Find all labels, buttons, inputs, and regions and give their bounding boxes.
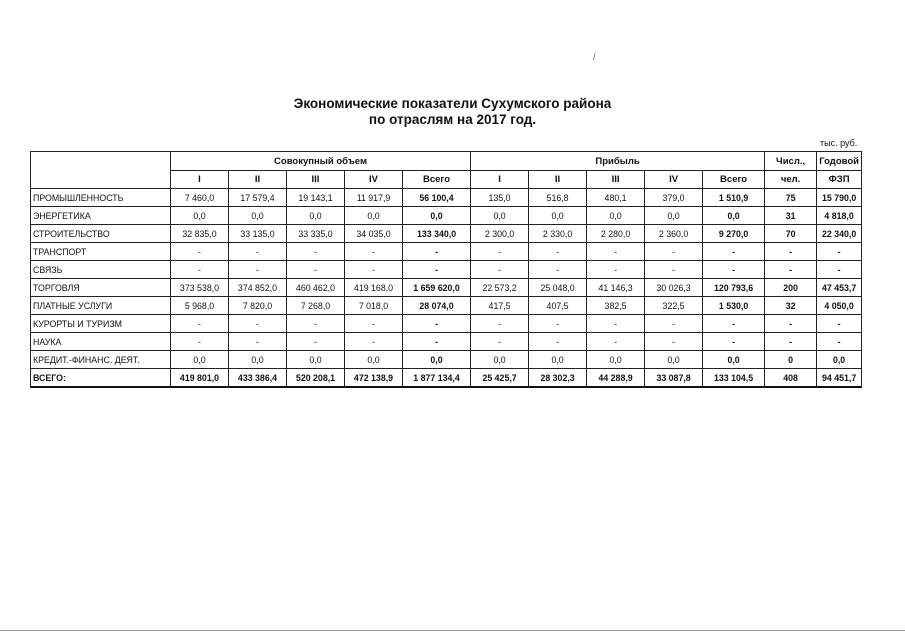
subheader-cell: Всего	[703, 171, 765, 189]
table-cell: 56 100,4	[403, 189, 471, 207]
table-cell: -	[345, 261, 403, 279]
table-cell: 0,0	[287, 351, 345, 369]
subheader-cell: III	[587, 171, 645, 189]
table-cell: -	[471, 243, 529, 261]
table-cell: 25 425,7	[471, 369, 529, 388]
table-cell: 7 460,0	[171, 189, 229, 207]
table-cell: 0,0	[817, 351, 862, 369]
table-cell: 0,0	[345, 207, 403, 225]
header-group-profit: Прибыль	[471, 152, 765, 171]
table-cell: 0,0	[403, 207, 471, 225]
table-cell: -	[529, 315, 587, 333]
table-cell: -	[529, 261, 587, 279]
table-cell: 408	[765, 369, 817, 388]
header-group-volume: Совокупный объем	[171, 152, 471, 171]
table-row	[31, 333, 862, 351]
unit-label: тыс. руб.	[820, 138, 858, 148]
table-cell: -	[817, 333, 862, 351]
table-body	[31, 189, 862, 388]
table-cell: -	[345, 243, 403, 261]
document-title	[0, 96, 905, 128]
row-label: ЭНЕРГЕТИКА	[31, 207, 171, 225]
table-cell: 33 335,0	[287, 225, 345, 243]
table-cell: 322,5	[645, 297, 703, 315]
table-cell: -	[287, 243, 345, 261]
indicators-table	[30, 151, 862, 388]
table-cell: 373 538,0	[171, 279, 229, 297]
subheader-cell: IV	[345, 171, 403, 189]
table-cell: 133 340,0	[403, 225, 471, 243]
table-cell: -	[403, 261, 471, 279]
table-cell: 382,5	[587, 297, 645, 315]
table-row	[31, 225, 862, 243]
subheader-cell: II	[229, 171, 287, 189]
table-cell: -	[171, 243, 229, 261]
table-cell: 4 818,0	[817, 207, 862, 225]
table-cell: 0,0	[403, 351, 471, 369]
header-count-line2: чел.	[765, 171, 817, 189]
title-line-2: по отраслям на 2017 год.	[368, 112, 537, 127]
table-cell: -	[529, 243, 587, 261]
table-cell: -	[703, 315, 765, 333]
table-cell: -	[229, 243, 287, 261]
table-row	[31, 351, 862, 369]
table-cell: 2 360,0	[645, 225, 703, 243]
table-cell: 0	[765, 351, 817, 369]
subheader-cell: I	[171, 171, 229, 189]
table-cell: 419 168,0	[345, 279, 403, 297]
table-cell: -	[817, 243, 862, 261]
table-cell: -	[403, 243, 471, 261]
table-cell: 0,0	[471, 351, 529, 369]
table-cell: 4 050,0	[817, 297, 862, 315]
table-cell: 480,1	[587, 189, 645, 207]
table-cell: -	[287, 261, 345, 279]
header-industry-cell	[31, 152, 171, 189]
table-cell: 31	[765, 207, 817, 225]
table-cell: -	[229, 333, 287, 351]
table-row	[31, 207, 862, 225]
table-cell: 47 453,7	[817, 279, 862, 297]
table-cell: -	[171, 261, 229, 279]
table-cell: 0,0	[229, 351, 287, 369]
table-cell: 30 026,3	[645, 279, 703, 297]
table-cell: -	[587, 243, 645, 261]
table-cell: 33 135,0	[229, 225, 287, 243]
table-cell: 17 579,4	[229, 189, 287, 207]
table-cell: 5 968,0	[171, 297, 229, 315]
row-label: КУРОРТЫ И ТУРИЗМ	[31, 315, 171, 333]
table-cell: 433 386,4	[229, 369, 287, 388]
table-cell: 22 340,0	[817, 225, 862, 243]
header-fzp-line2: ФЗП	[817, 171, 862, 189]
table-cell: 70	[765, 225, 817, 243]
table-cell: -	[703, 261, 765, 279]
table-cell: 0,0	[471, 207, 529, 225]
table-cell: -	[529, 333, 587, 351]
header-count-line1: Числ.,	[765, 152, 817, 171]
table-cell: 419 801,0	[171, 369, 229, 388]
table-cell: -	[645, 315, 703, 333]
table-cell: 0,0	[529, 351, 587, 369]
table-cell: 200	[765, 279, 817, 297]
table-cell: -	[817, 261, 862, 279]
table-cell: -	[345, 333, 403, 351]
table-cell: 7 268,0	[287, 297, 345, 315]
table-cell: 472 138,9	[345, 369, 403, 388]
subheader-cell: Всего	[403, 171, 471, 189]
table-cell: 32 835,0	[171, 225, 229, 243]
row-label: ТОРГОВЛЯ	[31, 279, 171, 297]
table-cell: -	[403, 315, 471, 333]
table-cell: -	[345, 315, 403, 333]
table-cell: -	[587, 315, 645, 333]
table-cell: -	[765, 243, 817, 261]
table-cell: 11 917,9	[345, 189, 403, 207]
table-cell: 0,0	[587, 207, 645, 225]
table-cell: 374 852,0	[229, 279, 287, 297]
scan-edge-line	[0, 630, 905, 631]
table-cell: -	[471, 315, 529, 333]
header-fzp-line1: Годовой	[817, 152, 862, 171]
table-cell: -	[703, 243, 765, 261]
table-cell: 1 510,9	[703, 189, 765, 207]
table-cell: 135,0	[471, 189, 529, 207]
table-cell: -	[471, 333, 529, 351]
table-row	[31, 315, 862, 333]
table-cell: 1 659 620,0	[403, 279, 471, 297]
row-label: ВСЕГО:	[31, 369, 171, 388]
table-cell: 0,0	[645, 207, 703, 225]
table-cell: -	[817, 315, 862, 333]
row-label: КРЕДИТ.-ФИНАНС. ДЕЯТ.	[31, 351, 171, 369]
table-cell: 28 074,0	[403, 297, 471, 315]
table-cell: 379,0	[645, 189, 703, 207]
table-cell: 7 820,0	[229, 297, 287, 315]
table-row	[31, 279, 862, 297]
table-cell: 0,0	[529, 207, 587, 225]
subheader-cell: III	[287, 171, 345, 189]
table-cell: 417,5	[471, 297, 529, 315]
table-cell: 2 300,0	[471, 225, 529, 243]
table-cell: 32	[765, 297, 817, 315]
table-row	[31, 243, 862, 261]
table-cell: -	[587, 261, 645, 279]
table-cell: 75	[765, 189, 817, 207]
table-row	[31, 261, 862, 279]
total-row	[31, 369, 862, 388]
table-cell: -	[403, 333, 471, 351]
header-row-groups	[31, 152, 862, 171]
table-cell: 15 790,0	[817, 189, 862, 207]
table-cell: 2 330,0	[529, 225, 587, 243]
title-line-1: Экономические показатели Сухумского района	[293, 96, 612, 111]
table-cell: 0,0	[587, 351, 645, 369]
table-cell: -	[287, 333, 345, 351]
row-label: СВЯЗЬ	[31, 261, 171, 279]
table-cell: 9 270,0	[703, 225, 765, 243]
table-cell: 1 877 134,4	[403, 369, 471, 388]
table-cell: 407,5	[529, 297, 587, 315]
table-cell: 0,0	[345, 351, 403, 369]
table-cell: 133 104,5	[703, 369, 765, 388]
table-cell: -	[171, 333, 229, 351]
table-cell: -	[471, 261, 529, 279]
table-row	[31, 297, 862, 315]
table-cell: 516,8	[529, 189, 587, 207]
row-label: НАУКА	[31, 333, 171, 351]
table-cell: 19 143,1	[287, 189, 345, 207]
table-cell: -	[645, 261, 703, 279]
table-cell: 0,0	[703, 351, 765, 369]
subheader-cell: I	[471, 171, 529, 189]
row-label: СТРОИТЕЛЬСТВО	[31, 225, 171, 243]
table-cell: 33 087,8	[645, 369, 703, 388]
table-cell: 7 018,0	[345, 297, 403, 315]
row-label: ТРАНСПОРТ	[31, 243, 171, 261]
table-cell: 94 451,7	[817, 369, 862, 388]
stray-mark: /	[593, 52, 596, 62]
table-cell: 44 288,9	[587, 369, 645, 388]
table-cell: -	[171, 315, 229, 333]
table-cell: 0,0	[645, 351, 703, 369]
table-cell: 0,0	[171, 351, 229, 369]
table-cell: 2 280,0	[587, 225, 645, 243]
table-cell: 34 035,0	[345, 225, 403, 243]
table-cell: 1 530,0	[703, 297, 765, 315]
table-cell: -	[229, 315, 287, 333]
table-cell: -	[645, 333, 703, 351]
table-cell: 0,0	[703, 207, 765, 225]
row-label: ПЛАТНЫЕ УСЛУГИ	[31, 297, 171, 315]
table-cell: -	[645, 243, 703, 261]
table-cell: 460 462,0	[287, 279, 345, 297]
table-cell: 0,0	[287, 207, 345, 225]
table-row	[31, 189, 862, 207]
table-cell: 520 208,1	[287, 369, 345, 388]
subheader-cell: II	[529, 171, 587, 189]
table-cell: 22 573,2	[471, 279, 529, 297]
table-cell: 120 793,6	[703, 279, 765, 297]
table-cell: -	[229, 261, 287, 279]
table-cell: 25 048,0	[529, 279, 587, 297]
table-cell: 0,0	[171, 207, 229, 225]
table-cell: 0,0	[229, 207, 287, 225]
table-cell: 28 302,3	[529, 369, 587, 388]
table-cell: 41 146,3	[587, 279, 645, 297]
table-cell: -	[765, 333, 817, 351]
table-cell: -	[765, 315, 817, 333]
row-label: ПРОМЫШЛЕННОСТЬ	[31, 189, 171, 207]
subheader-cell: IV	[645, 171, 703, 189]
table-cell: -	[703, 333, 765, 351]
table-cell: -	[765, 261, 817, 279]
table-cell: -	[587, 333, 645, 351]
table-cell: -	[287, 315, 345, 333]
